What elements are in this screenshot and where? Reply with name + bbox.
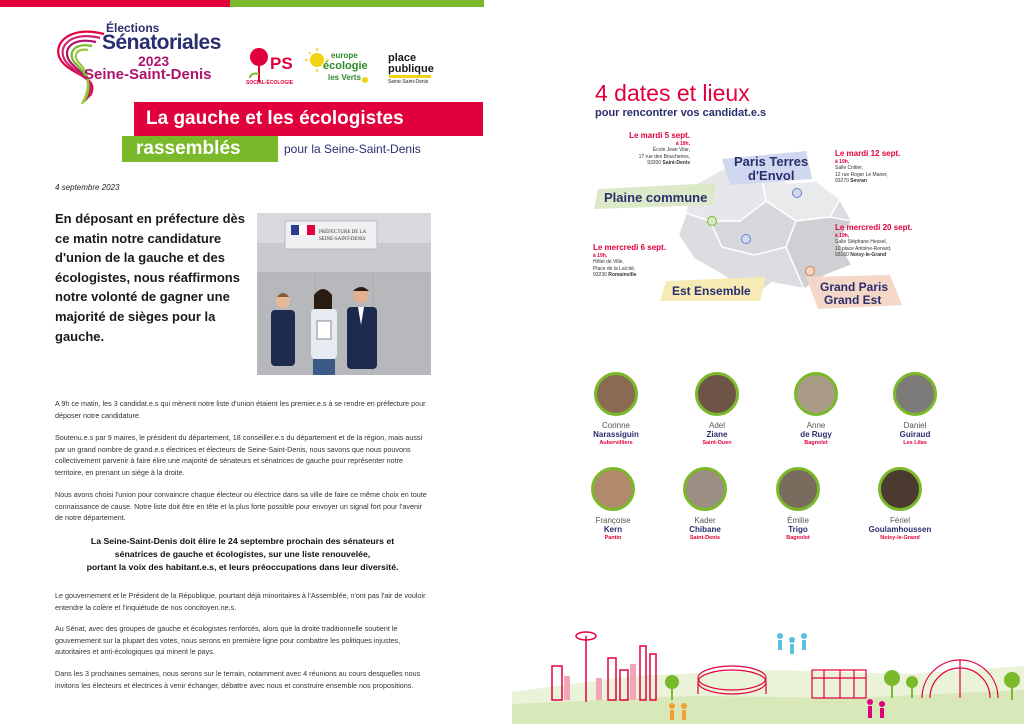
candidate-city: Bagnolet <box>804 440 828 446</box>
candidate-last-name: Narassiguin <box>593 430 639 439</box>
event-2-hour: à 19h, <box>835 159 850 165</box>
article-paragraph-6: Dans les 3 prochaines semaines, nous serons sur le terrain, notamment avec 4 réunions au cours desquelles nous invitons les électeurs et électrices à venir échanger, débattre avec nous et construire ensemble nos propositions. <box>55 669 421 690</box>
events-subtitle: pour rencontrer vos candidat.e.s <box>595 107 767 119</box>
territory-plaine: Plaine commune <box>604 190 708 205</box>
candidate-first-name: Adel <box>708 421 725 430</box>
ps-logo-sub: SOCIAL-ÉCOLOGIE <box>246 80 293 86</box>
territory-paris-te2: d'Envol <box>748 168 795 183</box>
candidate-card <box>660 467 750 542</box>
prefecture-photo <box>257 213 431 375</box>
event-2 <box>835 149 930 185</box>
top-bar-red <box>0 0 230 7</box>
candidate-last-name: de Rugy <box>800 430 832 439</box>
article-date: 4 septembre 2023 <box>55 183 120 192</box>
candidate-first-name: Daniel <box>903 421 927 430</box>
candidate-city: Noisy-le-Grand <box>880 535 920 541</box>
candidate-card <box>845 467 955 542</box>
candidate-city: Les Lilas <box>903 440 927 446</box>
event-3 <box>593 243 688 279</box>
ps-logo-text: PS <box>270 54 293 73</box>
avatar <box>594 372 638 416</box>
event-2-line1: Salle Cnitier, <box>835 165 864 172</box>
event-4-hour: à 19h, <box>835 233 850 239</box>
photo-sign-1: PRÉFECTURE DE LA <box>319 230 367 235</box>
elections-label: Élections <box>106 21 160 35</box>
avatar <box>695 372 739 416</box>
highlight-line-2: sénatrices de gauche et écologistes, sur une liste renouvelée, <box>114 549 371 559</box>
highlight-line-1: La Seine-Saint-Denis doit élire le 24 septembre prochain des sénateurs et <box>90 536 395 546</box>
candidate-card <box>753 467 843 542</box>
pp-line2: publique <box>388 63 434 75</box>
article-paragraph-3: Nous avons choisi l'union pour convaincre chaque électeur ou électrice dans sa ville de faire ce même choix en toute connaissance de cause. Notre liste doit être en tête et la plus forte possible pour envoyer un signal fort pour l'avenir de notre département. <box>55 490 427 522</box>
banner-green <box>122 136 278 162</box>
event-1-line1: École Jean Vilar, <box>652 147 690 154</box>
event-3-line1: Hôtel de Ville, <box>593 259 624 266</box>
events-title: 4 dates et lieux <box>595 80 750 106</box>
event-3-line2: Place de la Laïcité, <box>593 265 636 272</box>
department-label: Seine-Saint-Denis <box>84 66 212 83</box>
candidate-card <box>870 372 960 447</box>
banner-line2: rassemblés <box>136 138 241 159</box>
event-2-date: Le mardi 12 sept. <box>835 149 901 158</box>
event-3-hour: à 19h, <box>593 253 608 259</box>
highlight-line-3: portant la voix des habitant.e.s, et leurs préoccupations dans leur diversité. <box>86 562 399 572</box>
candidate-city: Saint-Denis <box>689 535 721 541</box>
banner-red <box>134 102 483 136</box>
candidate-city: Pantin <box>604 535 622 541</box>
banner-line1: La gauche et les écologistes <box>146 108 404 129</box>
avatar <box>893 372 937 416</box>
article-lead: En déposant en préfecture dès ce matin notre candidature d'union de la gauche et des écologistes, nous réaffirmons notre volonté de gagner une majorité de sièges pour la gauche. <box>55 211 245 344</box>
candidate-last-name: Trigo <box>788 525 808 534</box>
top-bar-green <box>230 0 484 7</box>
article-paragraph-2: Soutenu.e.s par 9 maires, le président du département, 18 conseiller.e.s du département et de la région, mais aussi par un grand nombre de grand.e.s électrices et électeurs de Seine-Saint-Denis, nous savons que nous pouvons collectivement parvenir à faire élire une majorité de sénateurs et sénatrices de gauche pour représenter notre territoire, en prenant un siège à la droite. <box>55 433 423 477</box>
event-4-city: Noisy-le-Grand <box>850 252 887 259</box>
event-4-line2: 10 place Antoine-Renard, <box>835 245 892 252</box>
avatar <box>591 467 635 511</box>
territory-est: Est Ensemble <box>672 284 751 298</box>
candidate-card <box>771 372 861 447</box>
candidate-first-name: Émilie <box>787 516 809 525</box>
event-4 <box>835 223 935 259</box>
candidate-first-name: Françoise <box>595 516 631 525</box>
avatar <box>794 372 838 416</box>
article-paragraph-4: Le gouvernement et le Président de la République, pourtant déjà minoritaires à l'Assemblée, n'ont pas l'air de vouloir entendre la colère et l'inquiétude de nos concitoyen.ne.s. <box>55 591 426 612</box>
candidate-city: Bagnolet <box>786 535 810 541</box>
article-paragraph-5: Au Sénat, avec des groupes de gauche et écologistes renforcés, alors que la droite traditionnelle soutient le gouvernement sur la plupart des votes, nous serons en première ligne pour combattre les politiques injustes, autoritaires et anti-écologiques qui minent le pays. <box>55 624 401 656</box>
article-paragraph-1: A 9h ce matin, les 3 candidat.e.s qui mènent notre liste d'union étaient les premier.e.s à se rendre en préfecture pour déposer notre candidature. <box>55 399 426 420</box>
event-4-zip: 93160 <box>835 252 849 259</box>
candidate-last-name: Guiraud <box>899 430 931 439</box>
event-3-date: Le mercredi 6 sept. <box>593 243 666 252</box>
eelv-line1: europe <box>331 51 358 60</box>
territory-gpge2: Grand Est <box>824 293 882 307</box>
event-4-date: Le mercredi 20 sept. <box>835 223 913 232</box>
event-3-city: Romainville <box>608 272 637 279</box>
candidate-city: Saint-Ouen <box>702 440 732 446</box>
event-1 <box>615 131 690 167</box>
event-2-zip: 93270 <box>835 178 849 185</box>
avatar <box>776 467 820 511</box>
candidate-first-name: Fériel <box>889 516 910 525</box>
candidate-first-name: Kader <box>694 516 716 525</box>
eelv-line3: les Verts <box>328 73 361 82</box>
event-1-date: Le mardi 5 sept. <box>629 131 690 140</box>
event-1-zip: 93200 <box>647 160 662 167</box>
candidate-first-name: Anne <box>806 421 826 430</box>
pp-underline <box>389 75 431 78</box>
candidate-card <box>672 372 762 447</box>
candidate-last-name: Chibane <box>689 525 721 534</box>
territory-paris-te1: Paris Terres <box>734 154 809 169</box>
event-2-line2: 12 rue Roger Le Maner, <box>835 171 888 178</box>
event-1-line2: 17 rue des Boucheries, <box>638 153 690 160</box>
article-highlight <box>55 535 430 574</box>
candidate-city: Aubervilliers <box>599 440 633 446</box>
pp-line3: Seine-Saint-Denis <box>388 79 429 85</box>
event-2-city: Sevran <box>850 178 867 185</box>
banner-line3: pour la Seine-Saint-Denis <box>284 142 421 156</box>
candidate-last-name: Ziane <box>706 430 728 439</box>
candidate-card <box>571 372 661 447</box>
avatar <box>683 467 727 511</box>
eelv-line2: écologie <box>323 60 368 72</box>
event-3-zip: 93230 <box>593 272 607 279</box>
senatoriales-label: Sénatoriales <box>102 31 221 54</box>
candidate-last-name: Goulamhoussen <box>868 525 932 534</box>
candidate-card <box>568 467 658 542</box>
event-1-hour: à 19h, <box>675 141 690 147</box>
candidate-last-name: Kern <box>603 525 623 534</box>
candidate-first-name: Corinne <box>601 421 630 430</box>
year-label: 2023 <box>138 53 170 69</box>
event-1-city: Saint-Denis <box>662 160 690 167</box>
photo-sign-2: SEINE-SAINT-DENIS <box>319 237 366 242</box>
pp-line1: place <box>388 52 417 64</box>
skyline-illustration <box>512 606 1024 724</box>
territory-gpge1: Grand Paris <box>820 280 889 294</box>
event-4-line1: Salle Stéphane Hessel, <box>835 239 887 246</box>
avatar <box>878 467 922 511</box>
